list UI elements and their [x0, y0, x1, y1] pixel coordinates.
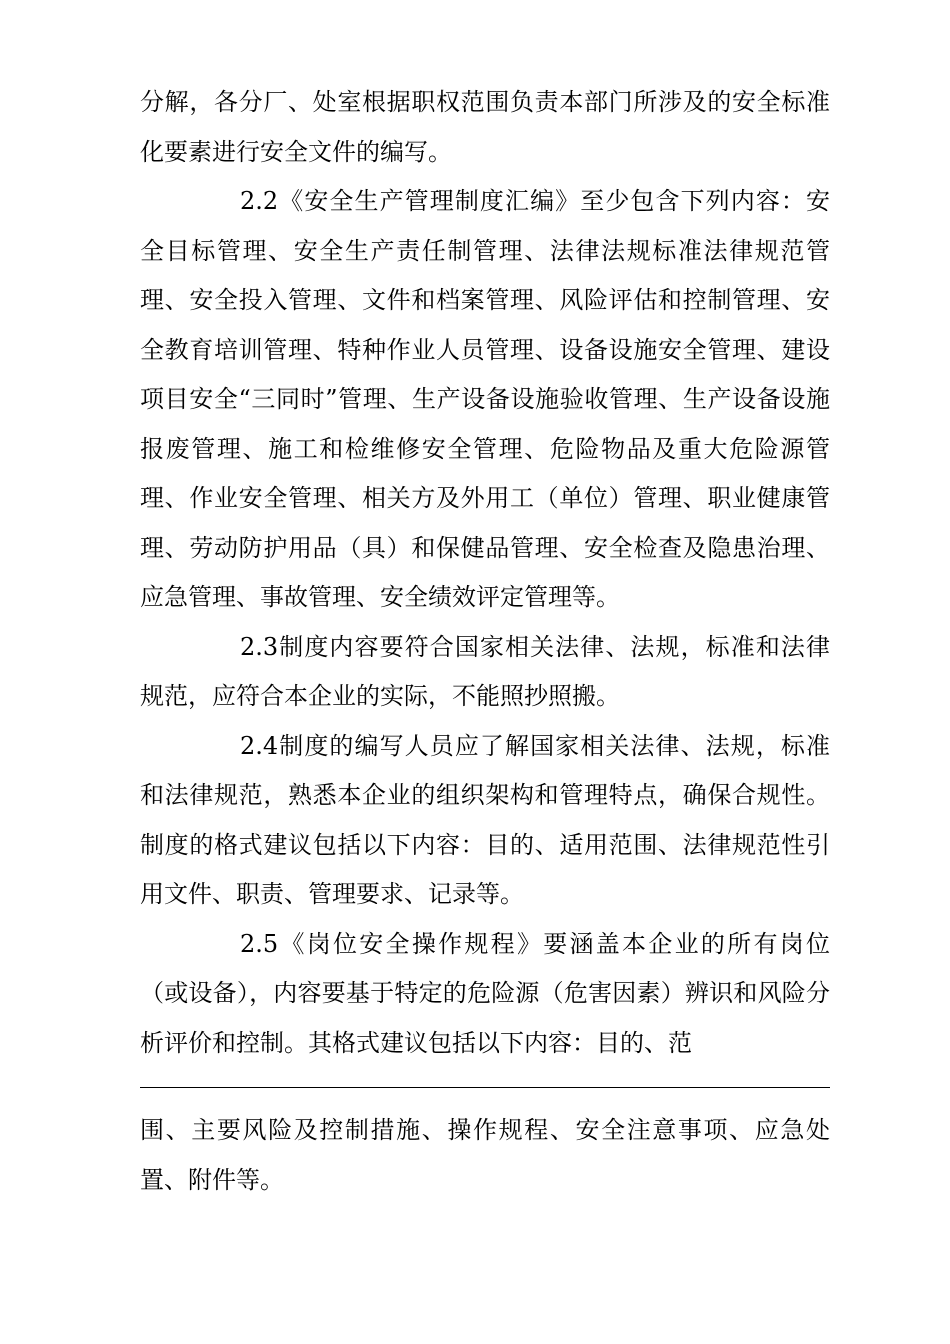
section-divider — [140, 1087, 830, 1088]
paragraph-2-4: 2.4制度的编写人员应了解国家相关法律、法规，标准和法律规范，熟悉本企业的组织架构和管理特点，确保合规性。制度的格式建议包括以下内容：目的、适用范围、法律规范性引用文件、职责、管理要求、记录等。 — [140, 731, 830, 908]
paragraph-2-5-continued: 围、主要风险及控制措施、操作规程、安全注意事项、应急处置、附件等。 — [140, 1116, 830, 1194]
paragraph-2-3: 2.3制度内容要符合国家相关法律、法规，标准和法律规范，应符合本企业的实际，不能照抄照搬。 — [140, 632, 830, 710]
paragraph-2-1-continued: 分解，各分厂、处室根据职权范围负责本部门所涉及的安全标准化要素进行安全文件的编写。 — [140, 88, 830, 166]
document-body — [140, 78, 830, 1068]
paragraph-2-2: 2.2《安全生产管理制度汇编》至少包含下列内容：安全目标管理、安全生产责任制管理、法律法规标准法律规范管理、安全投入管理、文件和档案管理、风险评估和控制管理、安全教育培训管理、特种作业人员管理、设备设施安全管理、建设项目安全“三同时”管理、生产设备设施验收管理、生产设备设施报废管理、施工和检维修安全管理、危险物品及重大危险源管理、作业安全管理、相关方及外用工（单位）管理、职业健康管理、劳动防护用品（具）和保健品管理、安全检查及隐患治理、应急管理、事故管理、安全绩效评定管理等。 — [140, 187, 830, 611]
paragraph-2-5: 2.5《岗位安全操作规程》要涵盖本企业的所有岗位（或设备），内容要基于特定的危险源（危害因素）辨识和风险分析评价和控制。其格式建议包括以下内容：目的、范 — [140, 929, 830, 1057]
